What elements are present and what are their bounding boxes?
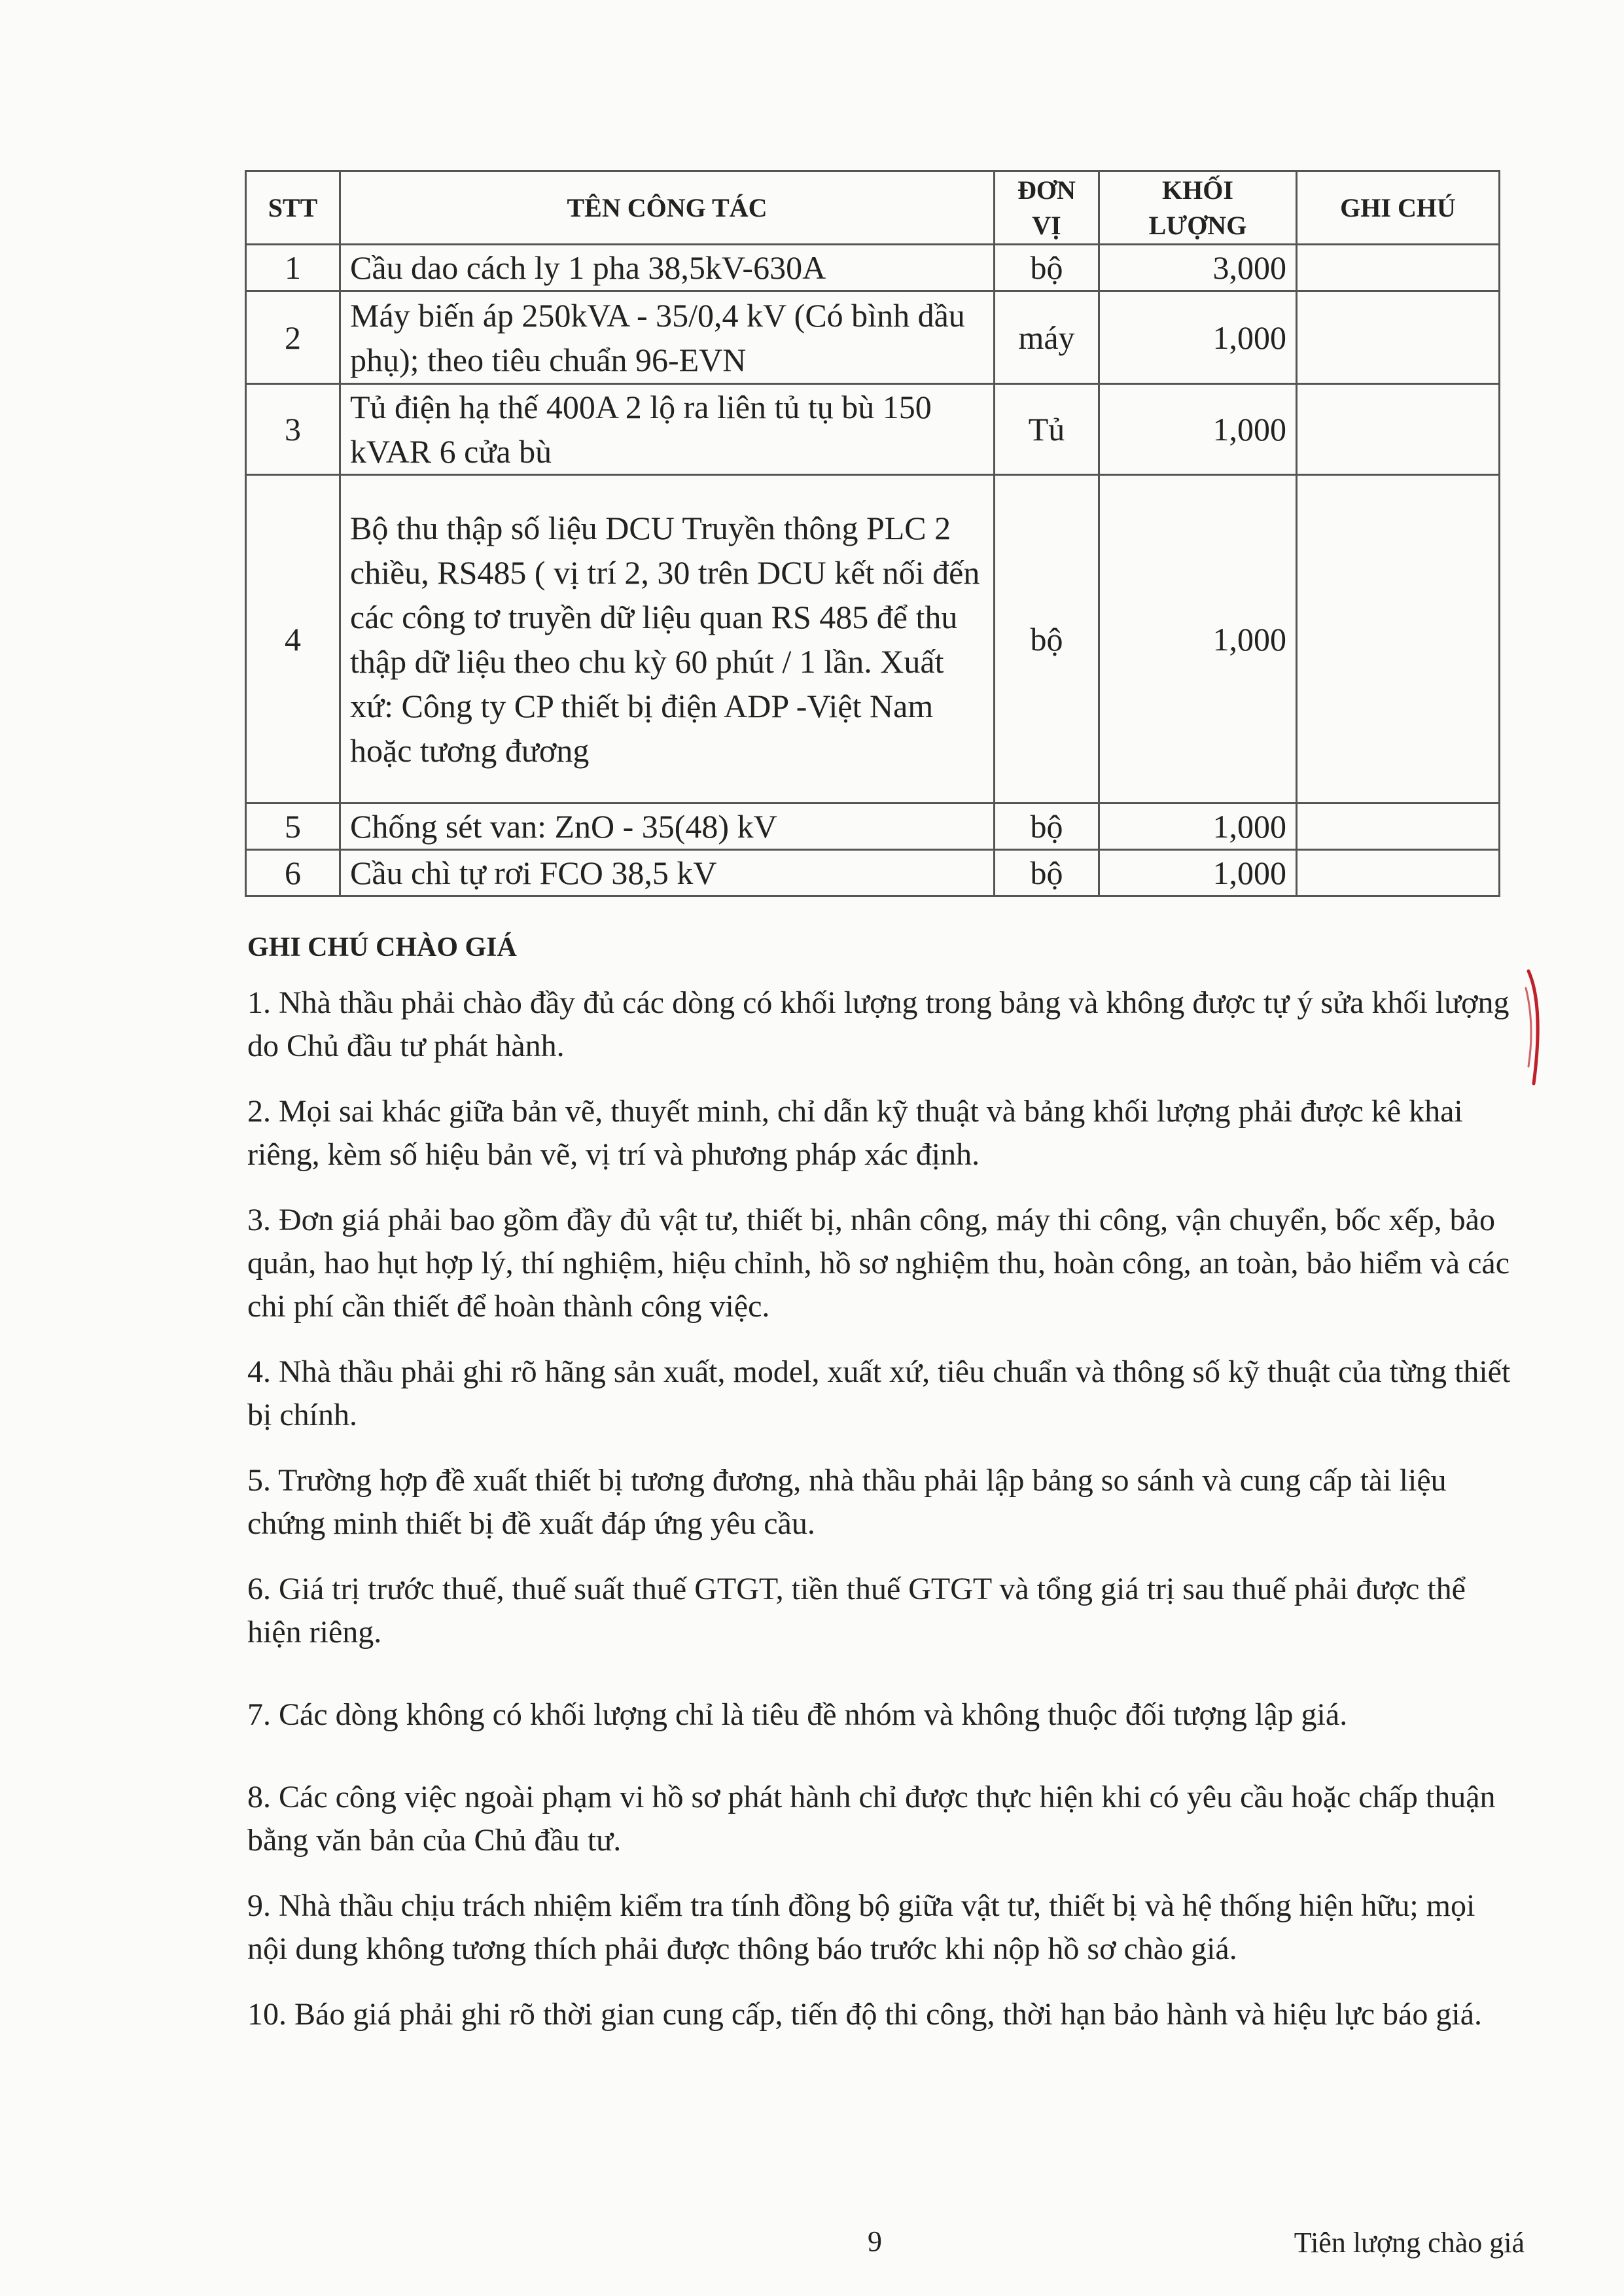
header-stt: STT (246, 171, 340, 245)
note-item: 6. Giá trị trước thuế, thuế suất thuế GTGT, tiền thuế GTGT và tổng giá trị sau thuế phải được thể hiện riêng. (247, 1572, 1466, 1650)
table-header-row (246, 171, 1500, 245)
note-item: 3. Đơn giá phải bao gồm đầy đủ vật tư, thiết bị, nhân công, máy thi công, vận chuyển, bốc xếp, bảo quản, hao hụt hợp lý, thí nghiệm, hiệu chỉnh, hồ sơ nghiệm thu, hoàn công, an toàn, bảo hiểm và các chi phí cần thiết để hoàn thành công việc. (247, 1203, 1510, 1324)
cell-qty: 1,000 (1099, 475, 1297, 804)
cell-stt: 2 (246, 291, 340, 384)
note-item: 10. Báo giá phải ghi rõ thời gian cung cấp, tiến độ thi công, thời hạn bảo hành và hiệu lực báo giá. (247, 1997, 1482, 2032)
cell-name: Chống sét van: ZnO - 35(48) kV (340, 804, 995, 850)
note-item: 4. Nhà thầu phải ghi rõ hãng sản xuất, model, xuất xứ, tiêu chuẩn và thông số kỹ thuật của từng thiết bị chính. (247, 1354, 1511, 1432)
note-item: 8. Các công việc ngoài phạm vi hồ sơ phát hành chỉ được thực hiện khi có yêu cầu hoặc chấp thuận bằng văn bản của Chủ đầu tư. (247, 1780, 1496, 1858)
cell-note (1297, 384, 1500, 475)
cell-qty: 1,000 (1099, 850, 1297, 896)
footer-doc-title: Tiên lượng chào giá (1294, 2227, 1525, 2259)
table-row (246, 291, 1500, 384)
cell-stt: 6 (246, 850, 340, 896)
cell-unit: bộ (995, 245, 1099, 291)
cell-stt: 3 (246, 384, 340, 475)
cell-name: Cầu chì tự rơi FCO 38,5 kV (340, 850, 995, 896)
page-number: 9 (868, 2225, 882, 2257)
header-unit-line2: VỊ (1032, 210, 1061, 240)
header-note: GHI CHÚ (1297, 171, 1500, 245)
cell-unit: Tủ (995, 384, 1099, 475)
table-row (246, 804, 1500, 850)
header-qty-line1: KHỐI (1162, 175, 1233, 205)
cell-note (1297, 475, 1500, 804)
cell-note (1297, 245, 1500, 291)
cell-name: Cầu dao cách ly 1 pha 38,5kV-630A (340, 245, 995, 291)
cell-stt: 1 (246, 245, 340, 291)
cell-note (1297, 804, 1500, 850)
cell-unit: máy (995, 291, 1099, 384)
cell-name: Máy biến áp 250kVA - 35/0,4 kV (Có bình dầu phụ); theo tiêu chuẩn 96-EVN (340, 291, 995, 384)
cell-qty: 3,000 (1099, 245, 1297, 291)
header-unit-line1: ĐƠN (1017, 175, 1076, 205)
cell-unit: bộ (995, 850, 1099, 896)
cell-note (1297, 291, 1500, 384)
header-qty (1099, 171, 1297, 245)
note-item: 1. Nhà thầu phải chào đầy đủ các dòng có khối lượng trong bảng và không được tự ý sửa khối lượng do Chủ đầu tư phát hành. (247, 985, 1509, 1063)
header-name: TÊN CÔNG TÁC (340, 171, 995, 245)
bid-notes (247, 928, 1517, 2058)
cell-unit: bộ (995, 804, 1099, 850)
cell-name: Tủ điện hạ thế 400A 2 lộ ra liên tủ tụ bù 150 kVAR 6 cửa bù (340, 384, 995, 475)
note-item: 5. Trường hợp đề xuất thiết bị tương đương, nhà thầu phải lập bảng so sánh và cung cấp tài liệu chứng minh thiết bị đề xuất đáp ứng yêu cầu. (247, 1463, 1447, 1541)
quantity-table (245, 170, 1500, 897)
cell-note (1297, 850, 1500, 896)
cell-name: Bộ thu thập số liệu DCU Truyền thông PLC 2 chiều, RS485 ( vị trí 2, 30 trên DCU kết nối đến các công tơ truyền dữ liệu quan RS 485 để thu thập dữ liệu theo chu kỳ 60 phút / 1 lần. Xuất xứ: Công ty CP thiết bị điện ADP -Việt Nam hoặc tương đương (340, 475, 995, 804)
table-row (246, 384, 1500, 475)
cell-stt: 5 (246, 804, 340, 850)
note-item: 9. Nhà thầu chịu trách nhiệm kiểm tra tính đồng bộ giữa vật tư, thiết bị và hệ thống hiện hữu; mọi nội dung không tương thích phải được thông báo trước khi nộp hồ sơ chào giá. (247, 1888, 1475, 1966)
note-item: 2. Mọi sai khác giữa bản vẽ, thuyết minh, chỉ dẫn kỹ thuật và bảng khối lượng phải được kê khai riêng, kèm số hiệu bản vẽ, vị trí và phương pháp xác định. (247, 1094, 1463, 1172)
cell-qty: 1,000 (1099, 384, 1297, 475)
notes-title: GHI CHÚ CHÀO GIÁ (247, 932, 517, 963)
note-item: 7. Các dòng không có khối lượng chỉ là tiêu đề nhóm và không thuộc đối tượng lập giá. (247, 1697, 1348, 1732)
table-row (246, 475, 1500, 804)
header-unit (995, 171, 1099, 245)
cell-qty: 1,000 (1099, 291, 1297, 384)
cell-unit: bộ (995, 475, 1099, 804)
table-row (246, 850, 1500, 896)
cell-qty: 1,000 (1099, 804, 1297, 850)
header-qty-line2: LƯỢNG (1148, 210, 1247, 240)
cell-stt: 4 (246, 475, 340, 804)
table-row (246, 245, 1500, 291)
margin-pen-mark-icon (1525, 968, 1544, 1086)
